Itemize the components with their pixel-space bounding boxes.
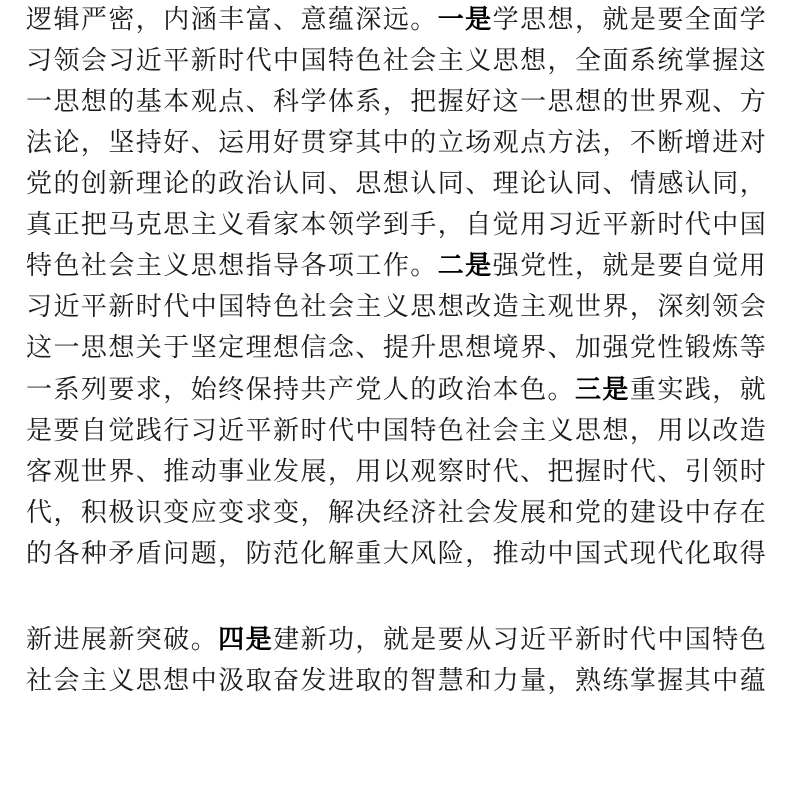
text-segment: 新进展新突破。 xyxy=(26,625,219,655)
keyword-label: 二是 xyxy=(437,251,493,281)
text-segment: 建新功，就是要从习近平新时代中国特色 xyxy=(273,625,766,655)
text-segment: 强党性，就是要自觉用 xyxy=(492,251,766,281)
text-segment: 学思想，就是要全面学 xyxy=(492,5,766,35)
text-line xyxy=(26,661,766,701)
text-line xyxy=(26,0,766,40)
text-segment: 代，积极识变应变求变，解决经济社会发展和党的建设中存在 xyxy=(26,498,766,528)
text-line xyxy=(26,370,766,410)
text-line xyxy=(26,620,766,660)
text-segment: 特色社会主义思想指导各项工作。 xyxy=(26,251,438,281)
text-segment: 真正把马克思主义看家本领学到手，自觉用习近平新时代中国 xyxy=(26,210,766,240)
text-segment: 是要自觉践行习近平新时代中国特色社会主义思想，用以改造 xyxy=(26,416,766,446)
text-segment: 法论，坚持好、运用好贯穿其中的立场观点方法，不断增进对 xyxy=(26,128,766,158)
text-line xyxy=(26,493,766,533)
keyword-label: 三是 xyxy=(574,375,630,405)
text-line xyxy=(26,41,766,81)
text-segment: 这一思想关于坚定理想信念、提升思想境界、加强党性锻炼等 xyxy=(26,333,766,363)
keyword-label: 一是 xyxy=(437,5,493,35)
text-line xyxy=(26,82,766,122)
text-segment: 重实践，就 xyxy=(629,375,766,405)
text-line xyxy=(26,287,766,327)
text-line xyxy=(26,123,766,163)
text-segment: 逻辑严密，内涵丰富、意蕴深远。 xyxy=(26,5,438,35)
text-segment: 的各种矛盾问题，防范化解重大风险，推动中国式现代化取得 xyxy=(26,539,766,569)
text-segment: 一思想的基本观点、科学体系，把握好这一思想的世界观、方 xyxy=(26,87,766,117)
text-segment: 社会主义思想中汲取奋发进取的智慧和力量，熟练掌握其中蕴 xyxy=(26,666,766,696)
text-line xyxy=(26,534,766,574)
text-segment: 习领会习近平新时代中国特色社会主义思想，全面系统掌握这 xyxy=(26,46,766,76)
text-segment: 习近平新时代中国特色社会主义思想改造主观世界，深刻领会 xyxy=(26,292,766,322)
text-line xyxy=(26,328,766,368)
text-segment: 党的创新理论的政治认同、思想认同、理论认同、情感认同， xyxy=(26,169,766,199)
keyword-label: 四是 xyxy=(218,625,274,655)
text-line xyxy=(26,164,766,204)
text-line xyxy=(26,246,766,286)
text-segment: 客观世界、推动事业发展，用以观察时代、把握时代、引领时 xyxy=(26,457,766,487)
text-segment: 一系列要求，始终保持共产党人的政治本色。 xyxy=(26,375,575,405)
text-line xyxy=(26,411,766,451)
text-line xyxy=(26,205,766,245)
text-line xyxy=(26,452,766,492)
